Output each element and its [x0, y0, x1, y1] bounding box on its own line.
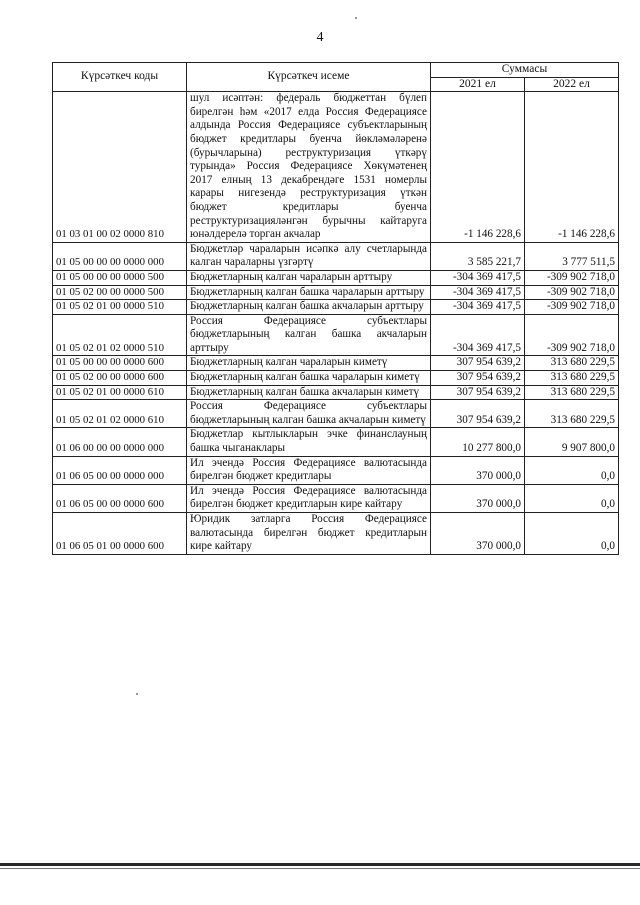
row-code: 01 05 02 00 00 0000 600	[53, 371, 187, 386]
row-code: 01 05 00 00 00 0000 600	[53, 356, 187, 371]
row-name: Бюджетларның калган башка чараларын арттыру	[187, 285, 431, 300]
table-row	[53, 484, 619, 512]
row-value-2021: 307 954 639,2	[431, 385, 525, 400]
row-value-2022: 0,0	[525, 456, 619, 484]
row-name: Бюджетларның калган чараларын арттыру	[187, 270, 431, 285]
row-value-2021: 370 000,0	[431, 484, 525, 512]
table-body	[53, 92, 619, 555]
table-row	[53, 314, 619, 356]
row-name: Бюджетларның калган башка акчаларын арттыру	[187, 300, 431, 315]
row-value-2022: -309 902 718,0	[525, 285, 619, 300]
row-value-2021: 370 000,0	[431, 456, 525, 484]
row-code: 01 05 02 00 00 0000 500	[53, 285, 187, 300]
row-value-2022: 3 777 511,5	[525, 242, 619, 270]
table-row	[53, 270, 619, 285]
header-name: Күрсәткеч исеме	[187, 63, 431, 92]
row-value-2022: 313 680 229,5	[525, 371, 619, 386]
row-value-2022: 0,0	[525, 484, 619, 512]
row-code: 01 03 01 00 02 0000 810	[53, 92, 187, 243]
row-value-2022: 313 680 229,5	[525, 400, 619, 428]
row-value-2021: -1 146 228,6	[431, 92, 525, 243]
row-value-2022: 313 680 229,5	[525, 385, 619, 400]
row-name: Бюджетлар кытлыкларын эчке финанслауның башка чыганаклары	[187, 428, 431, 456]
row-value-2021: -304 369 417,5	[431, 270, 525, 285]
row-value-2022: -309 902 718,0	[525, 300, 619, 315]
row-value-2021: 307 954 639,2	[431, 400, 525, 428]
table-row	[53, 356, 619, 371]
row-name: Юридик затларга Россия Федерациясе валютасында бирелгән бюджет кредитларын кире кайтару	[187, 513, 431, 555]
row-value-2021: 370 000,0	[431, 513, 525, 555]
table-row	[53, 285, 619, 300]
table-row	[53, 371, 619, 386]
row-name: Бюджетларның калган башка чараларын киметү	[187, 371, 431, 386]
row-code: 01 05 02 01 00 0000 610	[53, 385, 187, 400]
row-code: 01 05 00 00 00 0000 500	[53, 270, 187, 285]
row-code: 01 06 00 00 00 0000 000	[53, 428, 187, 456]
row-name: Бюджетләр чараларын исәпкә алу счетларында калган чараларны үзгәртү	[187, 242, 431, 270]
header-year-2021: 2021 ел	[431, 77, 525, 92]
table-row	[53, 456, 619, 484]
row-code: 01 06 05 00 00 0000 600	[53, 484, 187, 512]
row-value-2021: 3 585 221,7	[431, 242, 525, 270]
row-code: 01 06 05 01 00 0000 600	[53, 513, 187, 555]
row-name: Бюджетларның калган чараларын киметү	[187, 356, 431, 371]
table-row	[53, 92, 619, 243]
row-name: Ил эчендә Россия Федерациясе валютасында бирелгән бюджет кредитлары	[187, 456, 431, 484]
row-name: шул исәптән: федераль бюджеттан бүлеп бирелгән һәм «2017 елда Россия Федерациясе алдында Россия Федерациясе субъектларының бюджет кредитлары буенча йөкләмәләренә (бурычларына) реструктуризация үткәрү турында» Россия Федерациясе Хөкүмәтенең 2017 елның 13 декабрендәге 1531 номерлы карары нигезендә реструктуризация үткән бюджет кредитлары буенча реструктуризацияләнгән бурычны кайтаруга юнәлдерелә торган акчалар	[187, 92, 431, 243]
row-value-2022: -1 146 228,6	[525, 92, 619, 243]
row-code: 01 05 02 01 02 0000 510	[53, 314, 187, 356]
row-code: 01 06 05 00 00 0000 000	[53, 456, 187, 484]
row-value-2021: -304 369 417,5	[431, 314, 525, 356]
row-code: 01 05 02 01 02 0000 610	[53, 400, 187, 428]
row-value-2021: 10 277 800,0	[431, 428, 525, 456]
scan-speck	[136, 693, 138, 695]
table-row	[53, 242, 619, 270]
row-name: Бюджетларның калган башка акчаларын киметү	[187, 385, 431, 400]
table-row	[53, 428, 619, 456]
header-year-2022: 2022 ел	[525, 77, 619, 92]
row-value-2021: -304 369 417,5	[431, 285, 525, 300]
header-sums: Суммасы	[431, 63, 619, 78]
table-row	[53, 300, 619, 315]
scan-speck	[355, 17, 357, 19]
scan-edge-line	[0, 863, 640, 866]
row-value-2022: -309 902 718,0	[525, 314, 619, 356]
table-row	[53, 400, 619, 428]
table-row	[53, 385, 619, 400]
header-code: Күрсәткеч коды	[53, 63, 187, 92]
row-value-2022: 0,0	[525, 513, 619, 555]
row-code: 01 05 02 01 00 0000 510	[53, 300, 187, 315]
row-name: Россия Федерациясе субъектлары бюджетларының калган башка акчаларын киметү	[187, 400, 431, 428]
row-value-2021: 307 954 639,2	[431, 371, 525, 386]
row-value-2022: 313 680 229,5	[525, 356, 619, 371]
row-code: 01 05 00 00 00 0000 000	[53, 242, 187, 270]
row-name: Россия Федерациясе субъектлары бюджетларының калган башка акчаларын арттыру	[187, 314, 431, 356]
page-number: 4	[316, 30, 324, 45]
row-value-2022: -309 902 718,0	[525, 270, 619, 285]
row-value-2021: -304 369 417,5	[431, 300, 525, 315]
table-row	[53, 513, 619, 555]
budget-financing-table	[52, 62, 619, 555]
row-value-2021: 307 954 639,2	[431, 356, 525, 371]
scan-edge-line	[0, 868, 640, 869]
row-value-2022: 9 907 800,0	[525, 428, 619, 456]
row-name: Ил эчендә Россия Федерациясе валютасында бирелгән бюджет кредитларын кире кайтару	[187, 484, 431, 512]
